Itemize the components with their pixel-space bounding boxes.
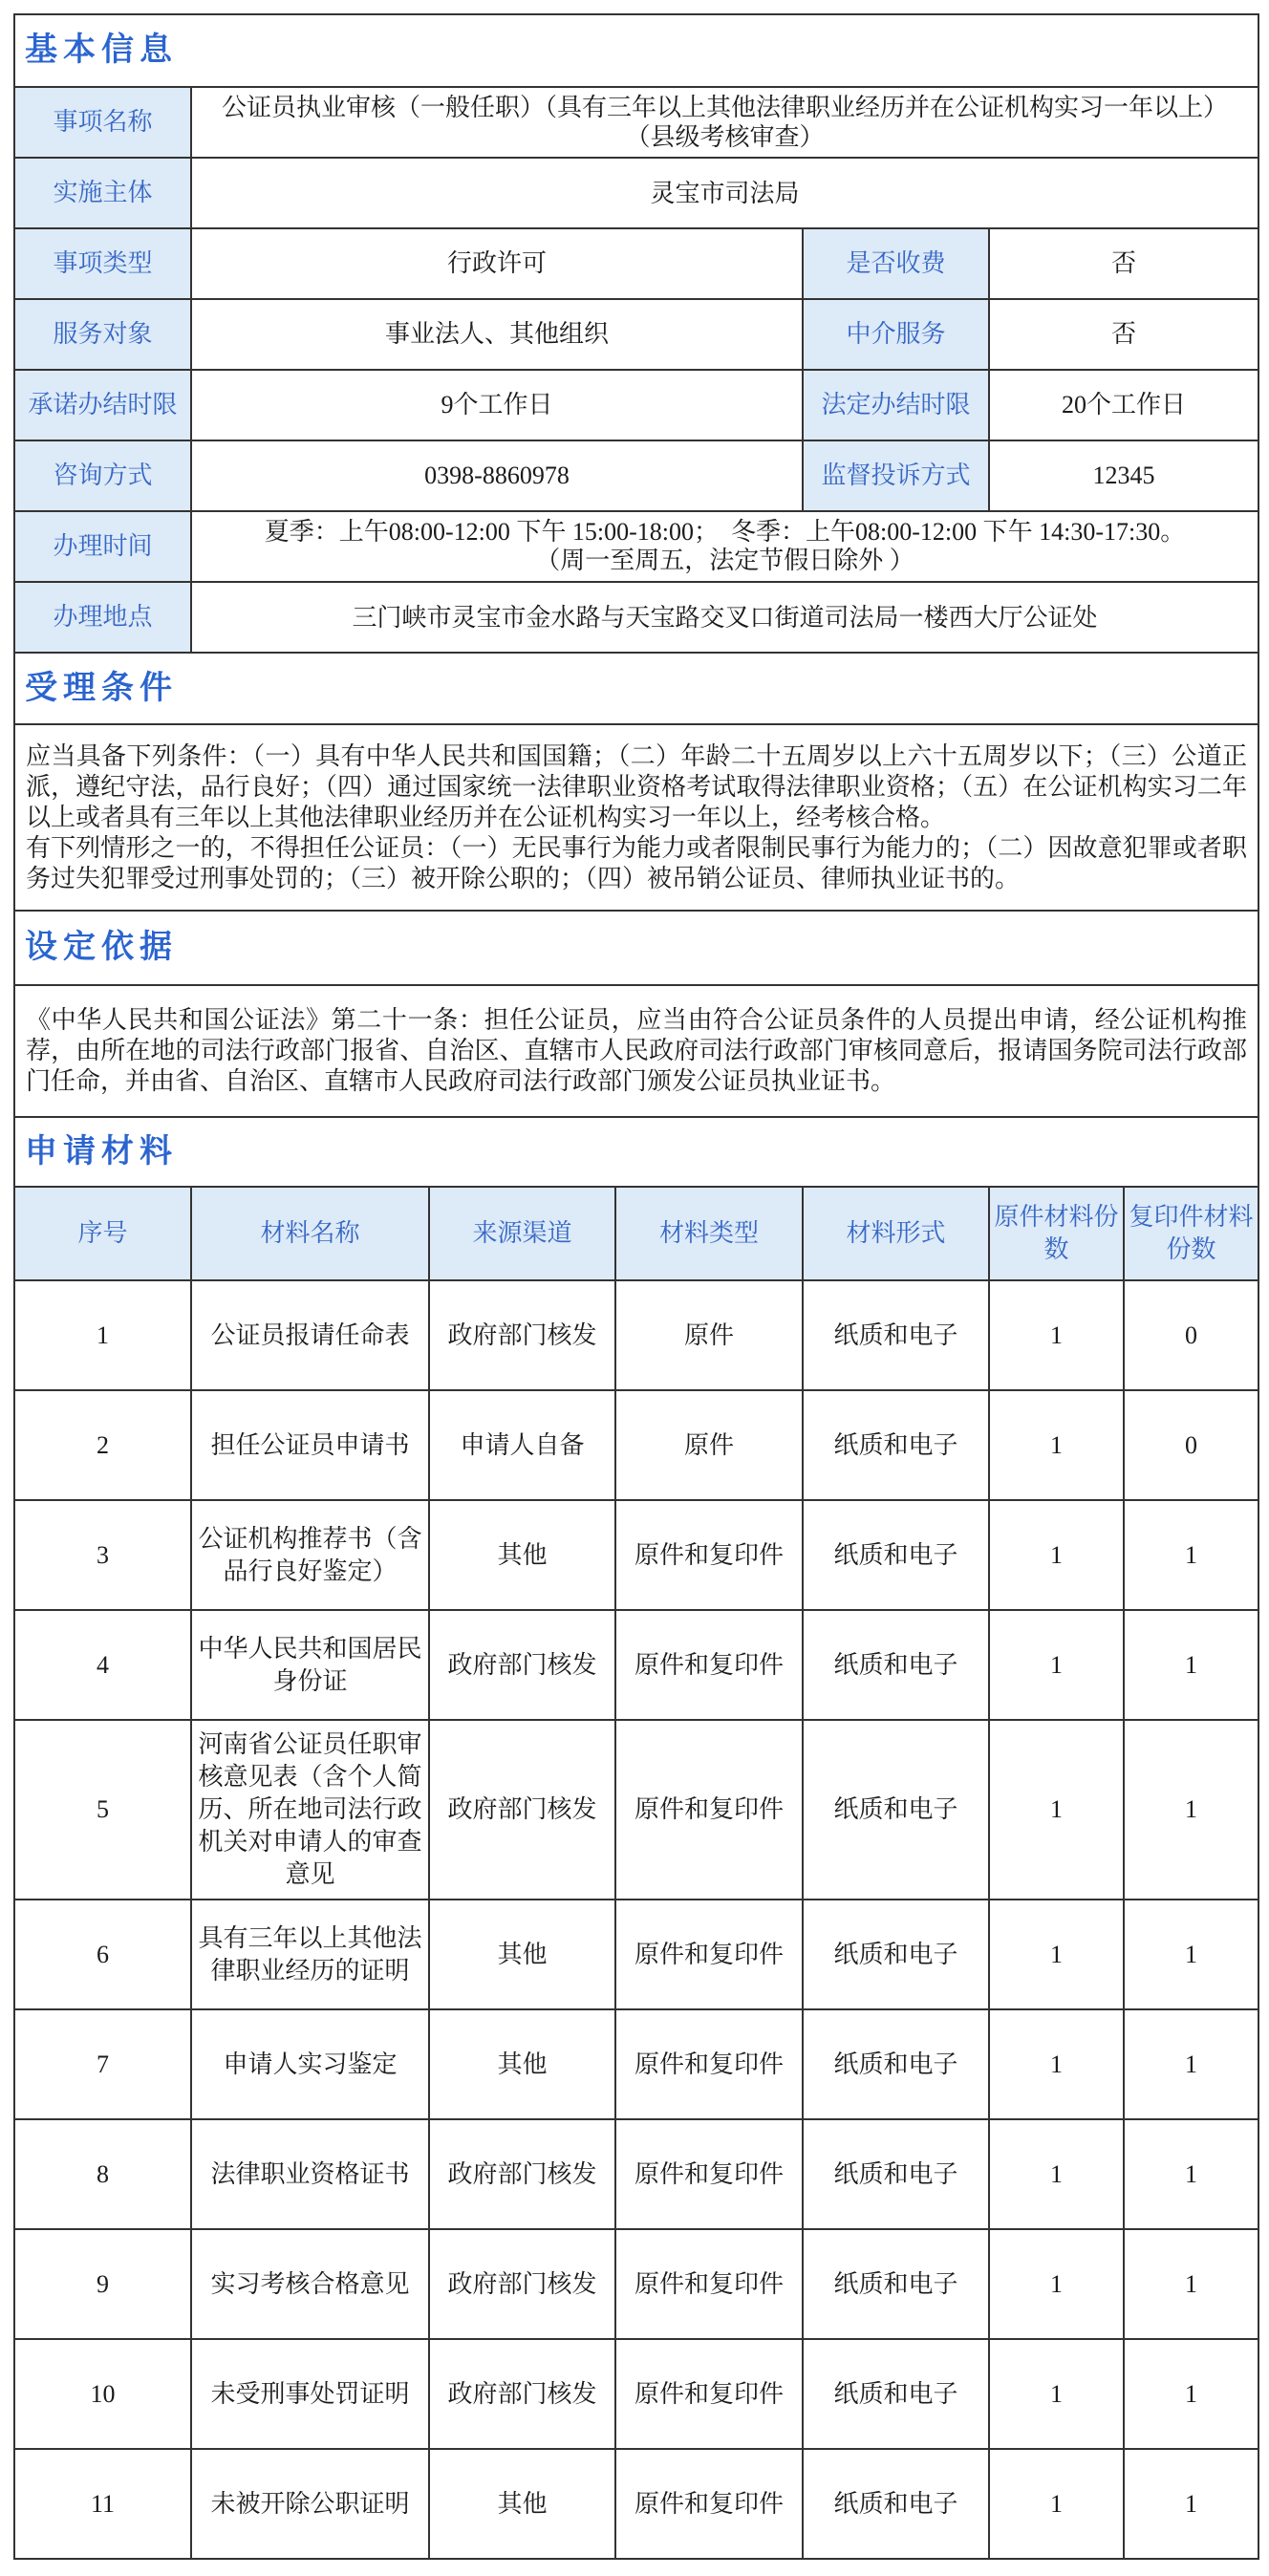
material-form: 纸质和电子 [804, 1900, 988, 2008]
item-name-value: 公证员执业审核（一般任职）（具有三年以上其他法律职业经历并在公证机构实习一年以上）（县级考核审查） [192, 88, 1258, 157]
material-name: 担任公证员申请书 [192, 1391, 428, 1499]
material-no: 5 [15, 1721, 190, 1899]
service-info-sheet [13, 13, 1259, 2560]
item-type-label: 事项类型 [15, 229, 190, 298]
material-duplicate-copies: 0 [1125, 1391, 1258, 1499]
material-duplicate-copies: 1 [1125, 1900, 1258, 2008]
material-original-copies: 1 [990, 1281, 1123, 1389]
material-type: 原件和复印件 [616, 2010, 802, 2118]
material-original-copies: 1 [990, 1611, 1123, 1719]
complaint-value: 12345 [990, 441, 1258, 510]
material-name: 公证机构推荐书（含品行良好鉴定） [192, 1501, 428, 1609]
col-header-duplicate-copies: 复印件材料份数 [1125, 1188, 1258, 1279]
charge-label: 是否收费 [804, 229, 988, 298]
material-no: 3 [15, 1501, 190, 1609]
material-form: 纸质和电子 [804, 2120, 988, 2228]
material-original-copies: 1 [990, 2340, 1123, 2448]
material-original-copies: 1 [990, 2120, 1123, 2228]
material-no: 6 [15, 1900, 190, 2008]
material-source: 其他 [430, 1900, 614, 2008]
service-target-label: 服务对象 [15, 300, 190, 369]
location-value: 三门峡市灵宝市金水路与天宝路交叉口街道司法局一楼西大厅公证处 [192, 583, 1258, 652]
material-source: 政府部门核发 [430, 1721, 614, 1899]
material-type: 原件和复印件 [616, 2450, 802, 2558]
material-type: 原件和复印件 [616, 2120, 802, 2228]
material-source: 政府部门核发 [430, 1611, 614, 1719]
conditions-paragraph: 有下列情形之一的，不得担任公证员：（一）无民事行为能力或者限制民事行为能力的；（二）因故意犯罪或者职务过失犯罪受过刑事处罚的；（三）被开除公职的；（四）被吊销公证员、律师执业证书的。 [26, 833, 1247, 892]
material-source: 政府部门核发 [430, 2230, 614, 2338]
material-original-copies: 1 [990, 2450, 1123, 2558]
statutory-time-limit-value: 20个工作日 [990, 371, 1258, 440]
col-header-no: 序号 [15, 1188, 190, 1279]
material-form: 纸质和电子 [804, 2450, 988, 2558]
material-duplicate-copies: 1 [1125, 2340, 1258, 2448]
col-header-form: 材料形式 [804, 1188, 988, 1279]
consultation-value: 0398-8860978 [192, 441, 802, 510]
office-hours-line-1: 夏季：上午08:00-12:00 下午 15:00-18:00； 冬季：上午08:00-12:00 下午 14:30-17:30。 [264, 518, 1186, 546]
material-no: 7 [15, 2010, 190, 2118]
material-name: 公证员报请任命表 [192, 1281, 428, 1389]
material-duplicate-copies: 1 [1125, 2120, 1258, 2228]
location-label: 办理地点 [15, 583, 190, 652]
material-duplicate-copies: 1 [1125, 1611, 1258, 1719]
material-name: 实习考核合格意见 [192, 2230, 428, 2338]
material-type: 原件和复印件 [616, 1900, 802, 2008]
material-form: 纸质和电子 [804, 2340, 988, 2448]
service-target-value: 事业法人、其他组织 [192, 300, 802, 369]
material-source: 申请人自备 [430, 1391, 614, 1499]
material-name: 中华人民共和国居民身份证 [192, 1611, 428, 1719]
material-no: 9 [15, 2230, 190, 2338]
material-no: 10 [15, 2340, 190, 2448]
material-original-copies: 1 [990, 1900, 1123, 2008]
material-source: 其他 [430, 2450, 614, 2558]
material-form: 纸质和电子 [804, 1281, 988, 1389]
material-name: 具有三年以上其他法律职业经历的证明 [192, 1900, 428, 2008]
material-duplicate-copies: 1 [1125, 1501, 1258, 1609]
material-source: 政府部门核发 [430, 2120, 614, 2228]
material-type: 原件和复印件 [616, 2340, 802, 2448]
material-type: 原件 [616, 1281, 802, 1389]
basis-paragraph: 《中华人民共和国公证法》第二十一条：担任公证员，应当由符合公证员条件的人员提出申请，经公证机构推荐，由所在地的司法行政部门报省、自治区、直辖市人民政府司法行政部门审核同意后，报请国务院司法行政部门任命，并由省、自治区、直辖市人民政府司法行政部门颁发公证员执业证书。 [26, 1006, 1247, 1095]
item-type-value: 行政许可 [192, 229, 802, 298]
material-source: 其他 [430, 2010, 614, 2118]
material-form: 纸质和电子 [804, 1501, 988, 1609]
intermediary-service-label: 中介服务 [804, 300, 988, 369]
implementing-body-label: 实施主体 [15, 159, 190, 227]
material-type: 原件和复印件 [616, 2230, 802, 2338]
material-source: 政府部门核发 [430, 1281, 614, 1389]
material-no: 4 [15, 1611, 190, 1719]
material-form: 纸质和电子 [804, 1391, 988, 1499]
material-original-copies: 1 [990, 1501, 1123, 1609]
complaint-label: 监督投诉方式 [804, 441, 988, 510]
material-source: 政府部门核发 [430, 2340, 614, 2448]
item-name-label: 事项名称 [15, 88, 190, 157]
col-header-original-copies: 原件材料份数 [990, 1188, 1123, 1279]
material-original-copies: 1 [990, 2010, 1123, 2118]
office-hours-label: 办理时间 [15, 512, 190, 581]
material-type: 原件 [616, 1391, 802, 1499]
material-duplicate-copies: 1 [1125, 2450, 1258, 2558]
material-original-copies: 1 [990, 1721, 1123, 1899]
material-name: 申请人实习鉴定 [192, 2010, 428, 2118]
consultation-label: 咨询方式 [15, 441, 190, 510]
col-header-source: 来源渠道 [430, 1188, 614, 1279]
material-form: 纸质和电子 [804, 2230, 988, 2338]
material-name: 法律职业资格证书 [192, 2120, 428, 2228]
material-form: 纸质和电子 [804, 1611, 988, 1719]
section-heading-basis: 设定依据 [15, 912, 1258, 984]
section-heading-basic-info: 基本信息 [15, 15, 1258, 86]
conditions-text [15, 725, 1258, 910]
material-no: 2 [15, 1391, 190, 1499]
section-heading-conditions: 受理条件 [15, 654, 1258, 723]
material-no: 1 [15, 1281, 190, 1389]
material-form: 纸质和电子 [804, 1721, 988, 1899]
material-duplicate-copies: 1 [1125, 2010, 1258, 2118]
section-heading-materials: 申请材料 [15, 1118, 1258, 1186]
material-original-copies: 1 [990, 2230, 1123, 2338]
material-name: 河南省公证员任职审核意见表（含个人简历、所在地司法行政机关对申请人的审查意见 [192, 1721, 428, 1899]
material-type: 原件和复印件 [616, 1611, 802, 1719]
conditions-paragraph: 应当具备下列条件：（一）具有中华人民共和国国籍；（二）年龄二十五周岁以上六十五周岁以下；（三）公道正派，遵纪守法，品行良好；（四）通过国家统一法律职业资格考试取得法律职业资格；（五）在公证机构实习二年以上或者具有三年以上其他法律职业经历并在公证机构实习一年以上，经考核合格。 [26, 741, 1247, 831]
material-type: 原件和复印件 [616, 1721, 802, 1899]
col-header-type: 材料类型 [616, 1188, 802, 1279]
material-no: 11 [15, 2450, 190, 2558]
promised-time-limit-value: 9个工作日 [192, 371, 802, 440]
promised-time-limit-label: 承诺办结时限 [15, 371, 190, 440]
material-source: 其他 [430, 1501, 614, 1609]
basis-text [15, 986, 1258, 1116]
material-name: 未受刑事处罚证明 [192, 2340, 428, 2448]
material-original-copies: 1 [990, 1391, 1123, 1499]
material-duplicate-copies: 1 [1125, 2230, 1258, 2338]
material-form: 纸质和电子 [804, 2010, 988, 2118]
office-hours-value [192, 512, 1258, 581]
implementing-body-value: 灵宝市司法局 [192, 159, 1258, 227]
material-duplicate-copies: 0 [1125, 1281, 1258, 1389]
statutory-time-limit-label: 法定办结时限 [804, 371, 988, 440]
material-name: 未被开除公职证明 [192, 2450, 428, 2558]
charge-value: 否 [990, 229, 1258, 298]
col-header-name: 材料名称 [192, 1188, 428, 1279]
material-no: 8 [15, 2120, 190, 2228]
office-hours-line-2: （周一至周五，法定节假日除外 ） [535, 547, 914, 574]
material-duplicate-copies: 1 [1125, 1721, 1258, 1899]
material-type: 原件和复印件 [616, 1501, 802, 1609]
intermediary-service-value: 否 [990, 300, 1258, 369]
